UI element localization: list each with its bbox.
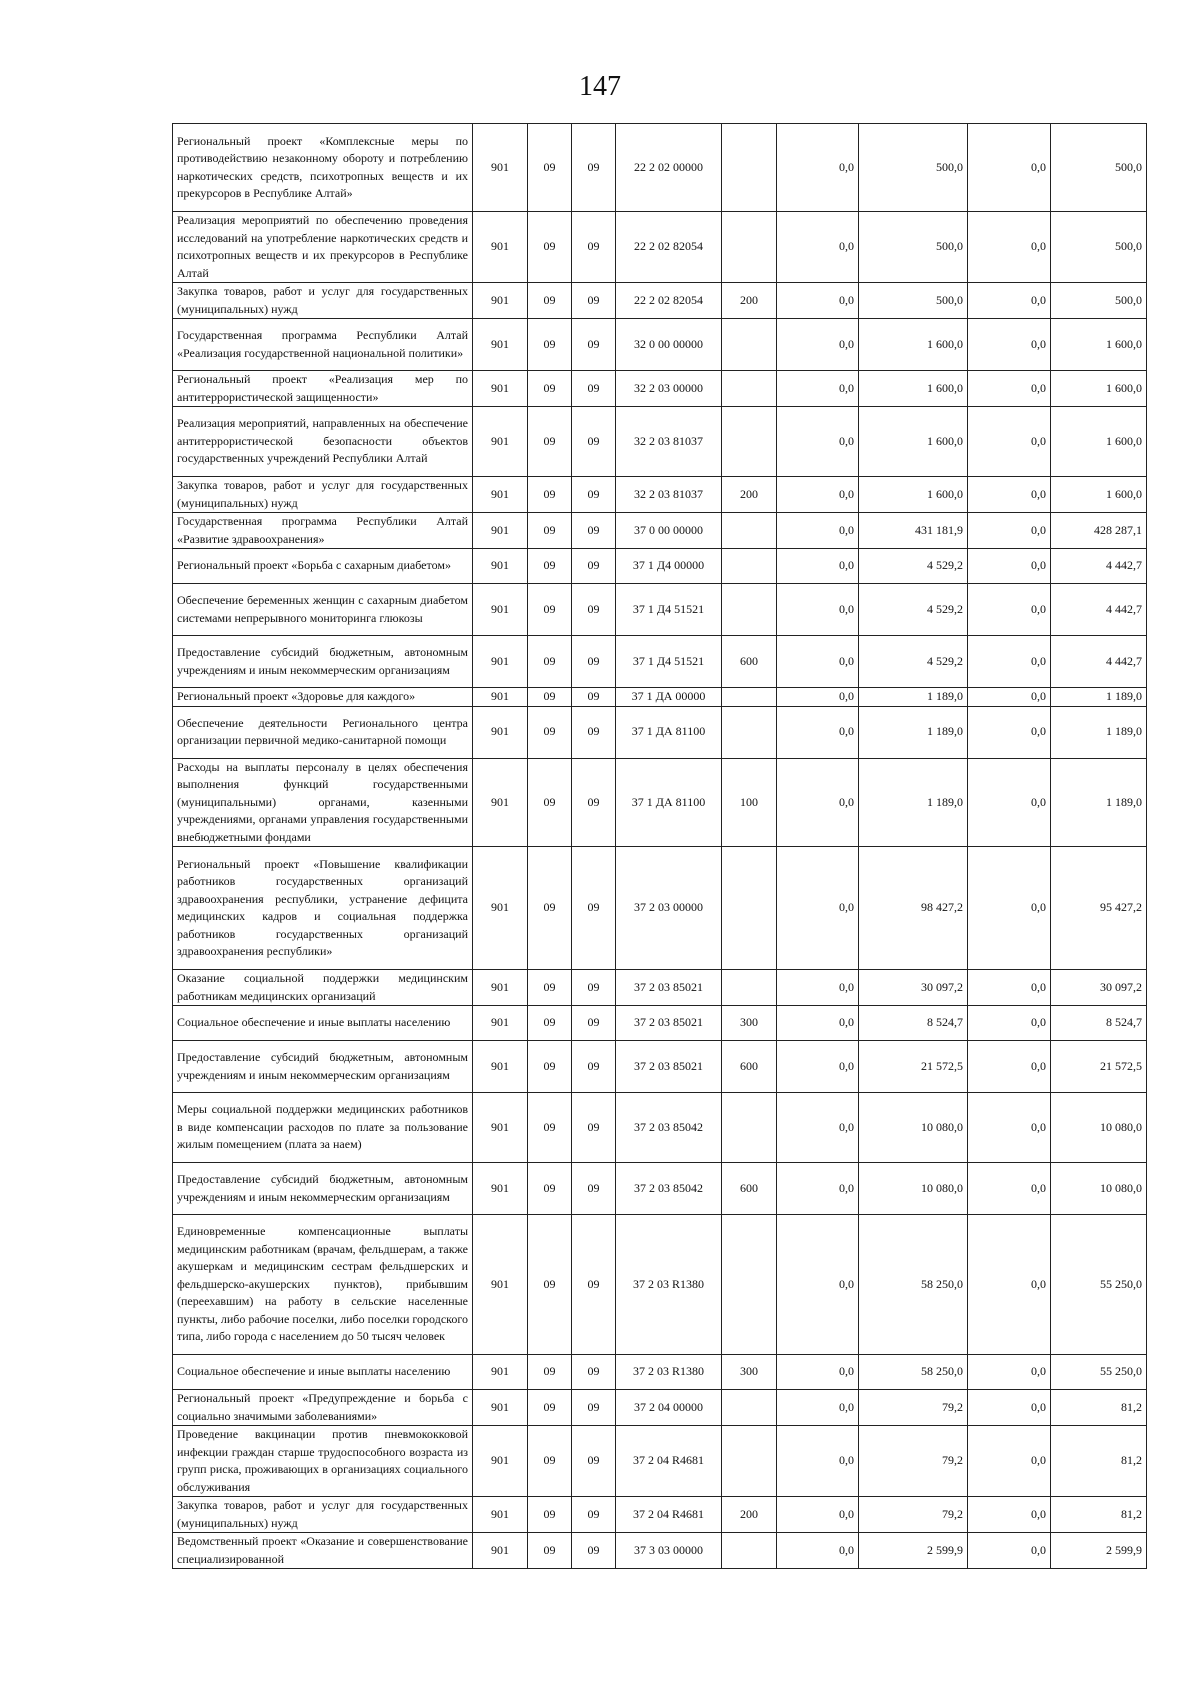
admin-code-cell: 901 bbox=[473, 1390, 528, 1426]
budget-table bbox=[172, 123, 1147, 1569]
section-cell: 09 bbox=[528, 706, 572, 758]
amount-cell-2: 58 250,0 bbox=[859, 1215, 968, 1355]
admin-code-cell: 901 bbox=[473, 1533, 528, 1569]
amount-cell-3: 0,0 bbox=[968, 636, 1051, 688]
amount-cell-1: 0,0 bbox=[777, 1533, 859, 1569]
amount-cell-1: 0,0 bbox=[777, 549, 859, 584]
section-cell: 09 bbox=[528, 1215, 572, 1355]
amount-cell-2: 1 189,0 bbox=[859, 758, 968, 847]
amount-cell-2: 79,2 bbox=[859, 1426, 968, 1497]
row-name-cell: Обеспечение беременных женщин с сахарным диабетом системами непрерывного мониторинга глюкозы bbox=[173, 584, 473, 636]
target-article-cell: 37 2 03 85021 bbox=[616, 1041, 722, 1093]
amount-cell-4: 4 442,7 bbox=[1051, 636, 1147, 688]
amount-cell-3: 0,0 bbox=[968, 584, 1051, 636]
amount-cell-1: 0,0 bbox=[777, 477, 859, 513]
target-article-cell: 37 2 04 R4681 bbox=[616, 1426, 722, 1497]
amount-cell-3: 0,0 bbox=[968, 283, 1051, 319]
page-number: 147 bbox=[579, 71, 621, 102]
expense-type-cell bbox=[722, 970, 777, 1006]
admin-code-cell: 901 bbox=[473, 477, 528, 513]
table-row bbox=[173, 758, 1147, 847]
amount-cell-1: 0,0 bbox=[777, 636, 859, 688]
subsection-cell: 09 bbox=[572, 549, 616, 584]
amount-cell-4: 4 442,7 bbox=[1051, 584, 1147, 636]
amount-cell-4: 1 600,0 bbox=[1051, 407, 1147, 477]
amount-cell-4: 10 080,0 bbox=[1051, 1093, 1147, 1163]
amount-cell-4: 428 287,1 bbox=[1051, 513, 1147, 549]
expense-type-cell: 300 bbox=[722, 1006, 777, 1041]
amount-cell-4: 8 524,7 bbox=[1051, 1006, 1147, 1041]
amount-cell-1: 0,0 bbox=[777, 970, 859, 1006]
amount-cell-2: 8 524,7 bbox=[859, 1006, 968, 1041]
amount-cell-1: 0,0 bbox=[777, 212, 859, 283]
amount-cell-4: 30 097,2 bbox=[1051, 970, 1147, 1006]
admin-code-cell: 901 bbox=[473, 1426, 528, 1497]
amount-cell-2: 1 600,0 bbox=[859, 477, 968, 513]
row-name-cell: Меры социальной поддержки медицинских работников в виде компенсации расходов по плате за пользование жилым помещением (плата за наем) bbox=[173, 1093, 473, 1163]
amount-cell-2: 4 529,2 bbox=[859, 636, 968, 688]
amount-cell-2: 1 189,0 bbox=[859, 706, 968, 758]
row-name-cell: Государственная программа Республики Алтай «Реализация государственной национальной политики» bbox=[173, 319, 473, 371]
table-row bbox=[173, 688, 1147, 707]
section-cell: 09 bbox=[528, 319, 572, 371]
amount-cell-4: 500,0 bbox=[1051, 124, 1147, 212]
subsection-cell: 09 bbox=[572, 371, 616, 407]
amount-cell-1: 0,0 bbox=[777, 688, 859, 707]
section-cell: 09 bbox=[528, 477, 572, 513]
row-name-cell: Проведение вакцинации против пневмококковой инфекции граждан старше трудоспособного возраста из групп риска, проживающих в организациях социального обслуживания bbox=[173, 1426, 473, 1497]
amount-cell-3: 0,0 bbox=[968, 371, 1051, 407]
amount-cell-1: 0,0 bbox=[777, 758, 859, 847]
table-row bbox=[173, 124, 1147, 212]
expense-type-cell bbox=[722, 1390, 777, 1426]
admin-code-cell: 901 bbox=[473, 1163, 528, 1215]
row-name-cell: Предоставление субсидий бюджетным, автономным учреждениям и иным некоммерческим организациям bbox=[173, 1163, 473, 1215]
amount-cell-4: 81,2 bbox=[1051, 1426, 1147, 1497]
table-row bbox=[173, 407, 1147, 477]
table-row bbox=[173, 477, 1147, 513]
row-name-cell: Государственная программа Республики Алтай «Развитие здравоохранения» bbox=[173, 513, 473, 549]
amount-cell-1: 0,0 bbox=[777, 1093, 859, 1163]
amount-cell-1: 0,0 bbox=[777, 124, 859, 212]
table-row bbox=[173, 371, 1147, 407]
amount-cell-3: 0,0 bbox=[968, 1093, 1051, 1163]
subsection-cell: 09 bbox=[572, 1041, 616, 1093]
amount-cell-1: 0,0 bbox=[777, 1041, 859, 1093]
expense-type-cell: 300 bbox=[722, 1355, 777, 1390]
subsection-cell: 09 bbox=[572, 1163, 616, 1215]
admin-code-cell: 901 bbox=[473, 1215, 528, 1355]
section-cell: 09 bbox=[528, 407, 572, 477]
amount-cell-3: 0,0 bbox=[968, 1215, 1051, 1355]
amount-cell-3: 0,0 bbox=[968, 970, 1051, 1006]
target-article-cell: 32 2 03 81037 bbox=[616, 407, 722, 477]
section-cell: 09 bbox=[528, 513, 572, 549]
section-cell: 09 bbox=[528, 1426, 572, 1497]
row-name-cell: Оказание социальной поддержки медицинским работникам медицинских организаций bbox=[173, 970, 473, 1006]
amount-cell-1: 0,0 bbox=[777, 1426, 859, 1497]
amount-cell-3: 0,0 bbox=[968, 1355, 1051, 1390]
amount-cell-3: 0,0 bbox=[968, 688, 1051, 707]
amount-cell-3: 0,0 bbox=[968, 1163, 1051, 1215]
row-name-cell: Ведомственный проект «Оказание и совершенствование специализированной bbox=[173, 1533, 473, 1569]
subsection-cell: 09 bbox=[572, 584, 616, 636]
amount-cell-3: 0,0 bbox=[968, 758, 1051, 847]
section-cell: 09 bbox=[528, 124, 572, 212]
expense-type-cell: 600 bbox=[722, 1163, 777, 1215]
admin-code-cell: 901 bbox=[473, 371, 528, 407]
target-article-cell: 22 2 02 82054 bbox=[616, 212, 722, 283]
section-cell: 09 bbox=[528, 1497, 572, 1533]
expense-type-cell: 200 bbox=[722, 283, 777, 319]
amount-cell-1: 0,0 bbox=[777, 1163, 859, 1215]
row-name-cell: Единовременные компенсационные выплаты медицинским работникам (врачам, фельдшерам, а также акушеркам и медицинским сестрам фельдшерских и фельдшерско-акушерских пунктов), прибывшим (переехавшим) на работу в сельские населенные пункты, либо рабочие поселки, либо поселки городского типа, либо города с населением до 50 тысяч человек bbox=[173, 1215, 473, 1355]
table-row bbox=[173, 1215, 1147, 1355]
subsection-cell: 09 bbox=[572, 124, 616, 212]
amount-cell-3: 0,0 bbox=[968, 513, 1051, 549]
row-name-cell: Обеспечение деятельности Регионального центра организации первичной медико-санитарной помощи bbox=[173, 706, 473, 758]
target-article-cell: 32 2 03 00000 bbox=[616, 371, 722, 407]
amount-cell-2: 500,0 bbox=[859, 124, 968, 212]
subsection-cell: 09 bbox=[572, 1355, 616, 1390]
target-article-cell: 37 2 03 85042 bbox=[616, 1163, 722, 1215]
target-article-cell: 37 0 00 00000 bbox=[616, 513, 722, 549]
row-name-cell: Региональный проект «Реализация мер по антитеррористической защищенности» bbox=[173, 371, 473, 407]
table-row bbox=[173, 319, 1147, 371]
section-cell: 09 bbox=[528, 1390, 572, 1426]
expense-type-cell: 200 bbox=[722, 477, 777, 513]
section-cell: 09 bbox=[528, 636, 572, 688]
amount-cell-3: 0,0 bbox=[968, 1426, 1051, 1497]
subsection-cell: 09 bbox=[572, 847, 616, 970]
admin-code-cell: 901 bbox=[473, 1093, 528, 1163]
section-cell: 09 bbox=[528, 1163, 572, 1215]
expense-type-cell bbox=[722, 1533, 777, 1569]
row-name-cell: Закупка товаров, работ и услуг для государственных (муниципальных) нужд bbox=[173, 283, 473, 319]
target-article-cell: 37 2 03 R1380 bbox=[616, 1355, 722, 1390]
amount-cell-3: 0,0 bbox=[968, 477, 1051, 513]
row-name-cell: Предоставление субсидий бюджетным, автономным учреждениям и иным некоммерческим организациям bbox=[173, 1041, 473, 1093]
expense-type-cell bbox=[722, 584, 777, 636]
amount-cell-4: 4 442,7 bbox=[1051, 549, 1147, 584]
amount-cell-1: 0,0 bbox=[777, 371, 859, 407]
target-article-cell: 37 1 ДА 81100 bbox=[616, 706, 722, 758]
amount-cell-3: 0,0 bbox=[968, 1006, 1051, 1041]
table-row bbox=[173, 1497, 1147, 1533]
table-row bbox=[173, 1041, 1147, 1093]
row-name-cell: Региональный проект «Комплексные меры по противодействию незаконному обороту и потреблению наркотических средств, психотропных веществ и их прекурсоров в Республике Алтай» bbox=[173, 124, 473, 212]
amount-cell-1: 0,0 bbox=[777, 1006, 859, 1041]
amount-cell-4: 1 600,0 bbox=[1051, 319, 1147, 371]
admin-code-cell: 901 bbox=[473, 124, 528, 212]
expense-type-cell bbox=[722, 549, 777, 584]
target-article-cell: 37 1 ДА 81100 bbox=[616, 758, 722, 847]
target-article-cell: 37 1 Д4 51521 bbox=[616, 636, 722, 688]
amount-cell-2: 1 600,0 bbox=[859, 371, 968, 407]
section-cell: 09 bbox=[528, 549, 572, 584]
section-cell: 09 bbox=[528, 1355, 572, 1390]
amount-cell-1: 0,0 bbox=[777, 847, 859, 970]
table-row bbox=[173, 1533, 1147, 1569]
amount-cell-4: 95 427,2 bbox=[1051, 847, 1147, 970]
table-row bbox=[173, 636, 1147, 688]
admin-code-cell: 901 bbox=[473, 584, 528, 636]
admin-code-cell: 901 bbox=[473, 758, 528, 847]
target-article-cell: 32 2 03 81037 bbox=[616, 477, 722, 513]
row-name-cell: Региональный проект «Предупреждение и борьба с социально значимыми заболеваниями» bbox=[173, 1390, 473, 1426]
admin-code-cell: 901 bbox=[473, 319, 528, 371]
admin-code-cell: 901 bbox=[473, 636, 528, 688]
amount-cell-3: 0,0 bbox=[968, 1041, 1051, 1093]
subsection-cell: 09 bbox=[572, 283, 616, 319]
admin-code-cell: 901 bbox=[473, 688, 528, 707]
amount-cell-3: 0,0 bbox=[968, 706, 1051, 758]
amount-cell-1: 0,0 bbox=[777, 1390, 859, 1426]
section-cell: 09 bbox=[528, 970, 572, 1006]
admin-code-cell: 901 bbox=[473, 407, 528, 477]
amount-cell-4: 1 189,0 bbox=[1051, 706, 1147, 758]
amount-cell-2: 58 250,0 bbox=[859, 1355, 968, 1390]
amount-cell-4: 21 572,5 bbox=[1051, 1041, 1147, 1093]
amount-cell-2: 1 600,0 bbox=[859, 319, 968, 371]
target-article-cell: 32 0 00 00000 bbox=[616, 319, 722, 371]
table-row bbox=[173, 212, 1147, 283]
amount-cell-4: 81,2 bbox=[1051, 1390, 1147, 1426]
amount-cell-2: 4 529,2 bbox=[859, 584, 968, 636]
target-article-cell: 37 2 04 R4681 bbox=[616, 1497, 722, 1533]
admin-code-cell: 901 bbox=[473, 283, 528, 319]
section-cell: 09 bbox=[528, 371, 572, 407]
target-article-cell: 37 2 03 R1380 bbox=[616, 1215, 722, 1355]
target-article-cell: 37 1 Д4 00000 bbox=[616, 549, 722, 584]
target-article-cell: 37 1 ДА 00000 bbox=[616, 688, 722, 707]
row-name-cell: Реализация мероприятий, направленных на обеспечение антитеррористической безопасности объектов государственных учреждений Республики Алтай bbox=[173, 407, 473, 477]
subsection-cell: 09 bbox=[572, 1533, 616, 1569]
subsection-cell: 09 bbox=[572, 636, 616, 688]
amount-cell-2: 79,2 bbox=[859, 1497, 968, 1533]
section-cell: 09 bbox=[528, 1006, 572, 1041]
row-name-cell: Закупка товаров, работ и услуг для государственных (муниципальных) нужд bbox=[173, 477, 473, 513]
section-cell: 09 bbox=[528, 1533, 572, 1569]
subsection-cell: 09 bbox=[572, 1093, 616, 1163]
amount-cell-1: 0,0 bbox=[777, 706, 859, 758]
expense-type-cell bbox=[722, 212, 777, 283]
target-article-cell: 37 2 03 85021 bbox=[616, 970, 722, 1006]
table-row bbox=[173, 847, 1147, 970]
amount-cell-2: 30 097,2 bbox=[859, 970, 968, 1006]
table-row bbox=[173, 1390, 1147, 1426]
section-cell: 09 bbox=[528, 847, 572, 970]
target-article-cell: 37 2 03 00000 bbox=[616, 847, 722, 970]
amount-cell-4: 1 189,0 bbox=[1051, 688, 1147, 707]
admin-code-cell: 901 bbox=[473, 1041, 528, 1093]
target-article-cell: 37 1 Д4 51521 bbox=[616, 584, 722, 636]
subsection-cell: 09 bbox=[572, 1006, 616, 1041]
subsection-cell: 09 bbox=[572, 1215, 616, 1355]
section-cell: 09 bbox=[528, 1093, 572, 1163]
amount-cell-2: 500,0 bbox=[859, 212, 968, 283]
amount-cell-4: 500,0 bbox=[1051, 212, 1147, 283]
amount-cell-2: 2 599,9 bbox=[859, 1533, 968, 1569]
subsection-cell: 09 bbox=[572, 1497, 616, 1533]
amount-cell-1: 0,0 bbox=[777, 513, 859, 549]
admin-code-cell: 901 bbox=[473, 847, 528, 970]
amount-cell-2: 431 181,9 bbox=[859, 513, 968, 549]
expense-type-cell bbox=[722, 1093, 777, 1163]
table-row bbox=[173, 283, 1147, 319]
amount-cell-3: 0,0 bbox=[968, 847, 1051, 970]
amount-cell-2: 500,0 bbox=[859, 283, 968, 319]
expense-type-cell: 100 bbox=[722, 758, 777, 847]
admin-code-cell: 901 bbox=[473, 970, 528, 1006]
amount-cell-1: 0,0 bbox=[777, 319, 859, 371]
amount-cell-2: 98 427,2 bbox=[859, 847, 968, 970]
amount-cell-4: 2 599,9 bbox=[1051, 1533, 1147, 1569]
amount-cell-3: 0,0 bbox=[968, 1533, 1051, 1569]
row-name-cell: Региональный проект «Повышение квалификации работников государственных организаций здравоохранения республики, устранение дефицита медицинских кадров и социальная поддержка работников государственных организаций здравоохранения республики» bbox=[173, 847, 473, 970]
section-cell: 09 bbox=[528, 212, 572, 283]
expense-type-cell: 200 bbox=[722, 1497, 777, 1533]
expense-type-cell bbox=[722, 124, 777, 212]
expense-type-cell: 600 bbox=[722, 1041, 777, 1093]
subsection-cell: 09 bbox=[572, 970, 616, 1006]
amount-cell-4: 1 189,0 bbox=[1051, 758, 1147, 847]
subsection-cell: 09 bbox=[572, 319, 616, 371]
row-name-cell: Региональный проект «Борьба с сахарным диабетом» bbox=[173, 549, 473, 584]
admin-code-cell: 901 bbox=[473, 513, 528, 549]
target-article-cell: 37 3 03 00000 bbox=[616, 1533, 722, 1569]
expense-type-cell bbox=[722, 407, 777, 477]
subsection-cell: 09 bbox=[572, 1390, 616, 1426]
amount-cell-1: 0,0 bbox=[777, 584, 859, 636]
subsection-cell: 09 bbox=[572, 1426, 616, 1497]
amount-cell-2: 79,2 bbox=[859, 1390, 968, 1426]
amount-cell-2: 10 080,0 bbox=[859, 1163, 968, 1215]
table-row bbox=[173, 549, 1147, 584]
amount-cell-4: 81,2 bbox=[1051, 1497, 1147, 1533]
amount-cell-2: 4 529,2 bbox=[859, 549, 968, 584]
table-row bbox=[173, 706, 1147, 758]
amount-cell-1: 0,0 bbox=[777, 407, 859, 477]
admin-code-cell: 901 bbox=[473, 549, 528, 584]
amount-cell-3: 0,0 bbox=[968, 1497, 1051, 1533]
amount-cell-1: 0,0 bbox=[777, 1355, 859, 1390]
row-name-cell: Социальное обеспечение и иные выплаты населению bbox=[173, 1006, 473, 1041]
expense-type-cell bbox=[722, 319, 777, 371]
table-row bbox=[173, 1006, 1147, 1041]
target-article-cell: 37 2 04 00000 bbox=[616, 1390, 722, 1426]
table-row bbox=[173, 1093, 1147, 1163]
row-name-cell: Закупка товаров, работ и услуг для государственных (муниципальных) нужд bbox=[173, 1497, 473, 1533]
amount-cell-3: 0,0 bbox=[968, 124, 1051, 212]
subsection-cell: 09 bbox=[572, 688, 616, 707]
section-cell: 09 bbox=[528, 1041, 572, 1093]
section-cell: 09 bbox=[528, 584, 572, 636]
subsection-cell: 09 bbox=[572, 212, 616, 283]
amount-cell-2: 21 572,5 bbox=[859, 1041, 968, 1093]
table-row bbox=[173, 1426, 1147, 1497]
table-row bbox=[173, 970, 1147, 1006]
target-article-cell: 37 2 03 85042 bbox=[616, 1093, 722, 1163]
section-cell: 09 bbox=[528, 688, 572, 707]
target-article-cell: 22 2 02 00000 bbox=[616, 124, 722, 212]
admin-code-cell: 901 bbox=[473, 706, 528, 758]
amount-cell-3: 0,0 bbox=[968, 549, 1051, 584]
target-article-cell: 37 2 03 85021 bbox=[616, 1006, 722, 1041]
amount-cell-1: 0,0 bbox=[777, 283, 859, 319]
amount-cell-4: 500,0 bbox=[1051, 283, 1147, 319]
admin-code-cell: 901 bbox=[473, 212, 528, 283]
admin-code-cell: 901 bbox=[473, 1006, 528, 1041]
expense-type-cell bbox=[722, 847, 777, 970]
subsection-cell: 09 bbox=[572, 407, 616, 477]
subsection-cell: 09 bbox=[572, 477, 616, 513]
subsection-cell: 09 bbox=[572, 758, 616, 847]
table-row bbox=[173, 1355, 1147, 1390]
row-name-cell: Социальное обеспечение и иные выплаты населению bbox=[173, 1355, 473, 1390]
amount-cell-3: 0,0 bbox=[968, 319, 1051, 371]
amount-cell-4: 1 600,0 bbox=[1051, 371, 1147, 407]
amount-cell-1: 0,0 bbox=[777, 1497, 859, 1533]
admin-code-cell: 901 bbox=[473, 1497, 528, 1533]
row-name-cell: Региональный проект «Здоровье для каждого» bbox=[173, 688, 473, 707]
expense-type-cell bbox=[722, 706, 777, 758]
amount-cell-4: 55 250,0 bbox=[1051, 1355, 1147, 1390]
section-cell: 09 bbox=[528, 758, 572, 847]
expense-type-cell bbox=[722, 513, 777, 549]
row-name-cell: Расходы на выплаты персоналу в целях обеспечения выполнения функций государственными (муниципальными) органами, казенными учреждениями, органами управления государственными внебюджетными фондами bbox=[173, 758, 473, 847]
amount-cell-1: 0,0 bbox=[777, 1215, 859, 1355]
expense-type-cell bbox=[722, 1215, 777, 1355]
expense-type-cell bbox=[722, 1426, 777, 1497]
table-body bbox=[173, 124, 1147, 1569]
target-article-cell: 22 2 02 82054 bbox=[616, 283, 722, 319]
table-row bbox=[173, 1163, 1147, 1215]
admin-code-cell: 901 bbox=[473, 1355, 528, 1390]
expense-type-cell bbox=[722, 688, 777, 707]
amount-cell-4: 1 600,0 bbox=[1051, 477, 1147, 513]
table-row bbox=[173, 584, 1147, 636]
section-cell: 09 bbox=[528, 283, 572, 319]
amount-cell-3: 0,0 bbox=[968, 407, 1051, 477]
amount-cell-4: 55 250,0 bbox=[1051, 1215, 1147, 1355]
amount-cell-3: 0,0 bbox=[968, 1390, 1051, 1426]
expense-type-cell bbox=[722, 371, 777, 407]
table-row bbox=[173, 513, 1147, 549]
amount-cell-2: 1 600,0 bbox=[859, 407, 968, 477]
subsection-cell: 09 bbox=[572, 513, 616, 549]
expense-type-cell: 600 bbox=[722, 636, 777, 688]
amount-cell-2: 10 080,0 bbox=[859, 1093, 968, 1163]
row-name-cell: Предоставление субсидий бюджетным, автономным учреждениям и иным некоммерческим организациям bbox=[173, 636, 473, 688]
subsection-cell: 09 bbox=[572, 706, 616, 758]
amount-cell-3: 0,0 bbox=[968, 212, 1051, 283]
amount-cell-2: 1 189,0 bbox=[859, 688, 968, 707]
amount-cell-4: 10 080,0 bbox=[1051, 1163, 1147, 1215]
row-name-cell: Реализация мероприятий по обеспечению проведения исследований на употребление наркотических средств и психотропных веществ и их прекурсоров в Республике Алтай bbox=[173, 212, 473, 283]
